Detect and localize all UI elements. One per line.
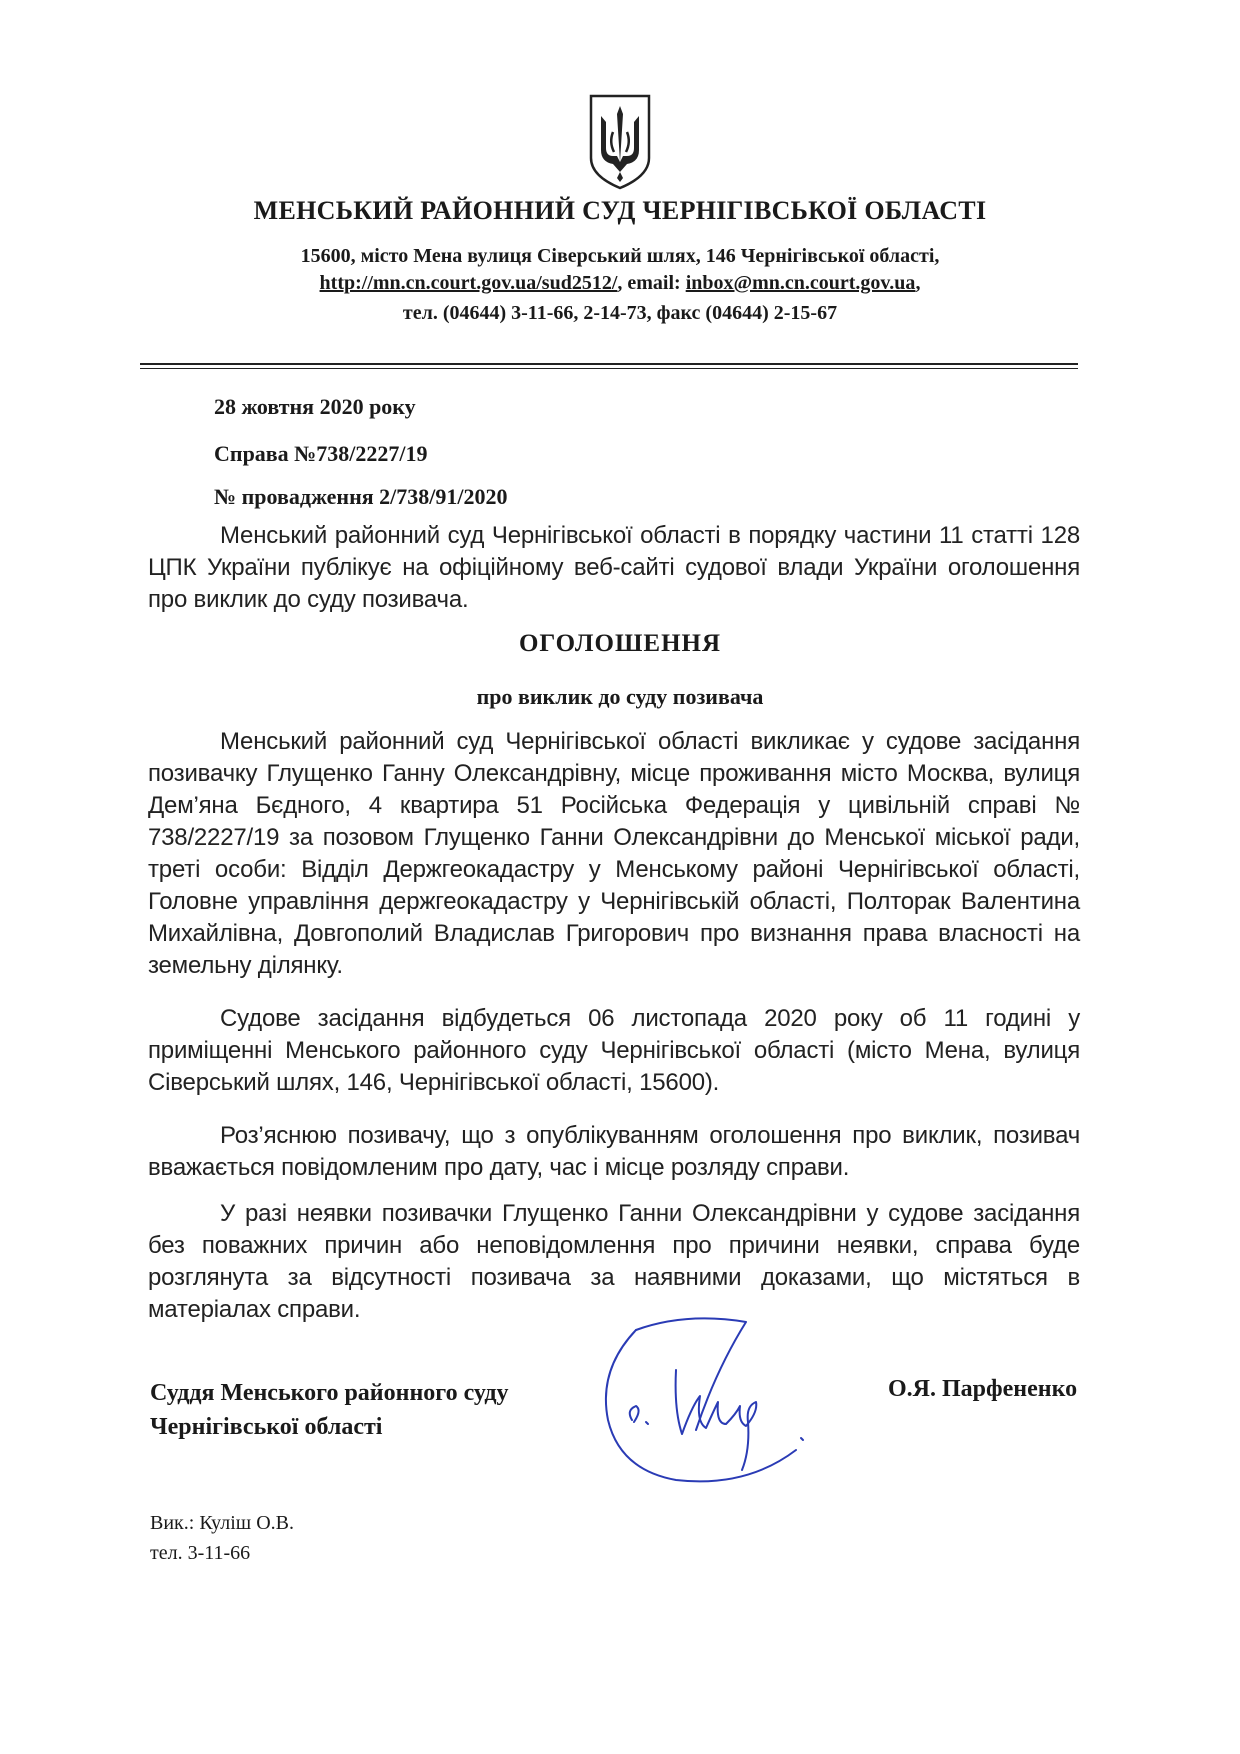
summons-paragraph: Менський районний суд Чернігівської області викликає у судове засідання позивачку Глущенко Ганну Олександрівну, місце проживання місто Москва, вулиця Дем’яна Бєдного, 4 квартира 51 Російська Федерація у цивільній справі № 738/2227/19 за позовом Глущенко Ганни Олександрівни до Менської міської ради, треті особи: Відділ Держгеокадастру у Менському районі Чернігівської області, Головне управління держгеокадастру у Чернігівській області, Полторак Валентина Михайлівна, Довгополий Владислав Григорович про визнання права власності на земельну ділянку. <box>148 728 1080 979</box>
court-address: 15600, місто Мена вулиця Сіверський шлях, 146 Чернігівської області, <box>300 245 940 267</box>
judge-title-line2: Чернігівської області <box>150 1414 383 1440</box>
notice-subtitle: про виклик до суду позивача <box>476 684 764 709</box>
proceeding-number: № провадження 2/738/91/2020 <box>214 484 508 509</box>
intro-paragraph: Менський районний суд Чернігівської області в порядку частини 11 статті 128 ЦПК України публікує на офіційному веб-сайті судової влади України оголошення про виклик до суду позивача. <box>148 522 1080 613</box>
notification-paragraph: Роз’яснюю позивачу, що з опублікуванням оголошення про виклик, позивач вважається повідомленим про дату, час і місце розляду справи. <box>148 1122 1080 1181</box>
executor-name: Вик.: Куліш О.В. <box>150 1512 294 1534</box>
judge-title-line1: Суддя Менського районного суду <box>150 1380 509 1406</box>
hearing-paragraph: Судове засідання відбудеться 06 листопада 2020 року об 11 годині у приміщенні Менського районного суду Чернігівської області (місто Мена, вулиця Сіверський шлях, 146, Чернігівської області, 15600). <box>148 1005 1080 1096</box>
court-website-link[interactable]: http://mn.cn.court.gov.ua/sud2512/ <box>319 272 618 294</box>
handwritten-signature <box>596 1310 846 1495</box>
trident-coat-of-arms-icon <box>587 92 653 192</box>
court-name: МЕНСЬКИЙ РАЙОННИЙ СУД ЧЕРНІГІВСЬКОЇ ОБЛАСТІ <box>253 196 987 225</box>
executor-phone: тел. 3-11-66 <box>150 1542 251 1564</box>
judge-title <box>150 1376 509 1444</box>
email-end: , <box>915 272 921 294</box>
email-label: , email: <box>617 272 686 294</box>
court-contacts <box>140 270 1100 296</box>
document-date: 28 жовтня 2020 року <box>214 394 416 419</box>
absence-paragraph: У разі неявки позивачки Глущенко Ганни Олександрівни у судове засідання без поважних причин або неповідомлення про причини неявки, справа буде розглянута за відсутності позивача за наявними доказами, що містяться в матеріалах справи. <box>148 1200 1080 1323</box>
court-email-link[interactable]: inbox@mn.cn.court.gov.ua <box>685 272 916 294</box>
header-divider-thin <box>140 368 1078 369</box>
case-number: Справа №738/2227/19 <box>214 441 428 466</box>
notice-title: ОГОЛОШЕННЯ <box>518 630 722 657</box>
header-divider-thick <box>140 363 1078 365</box>
executor-info <box>150 1508 294 1568</box>
judge-name: О.Я. Парфененко <box>888 1376 1078 1402</box>
court-phones: тел. (04644) 3-11-66, 2-14-73, факс (04644) 2-15-67 <box>402 302 838 324</box>
